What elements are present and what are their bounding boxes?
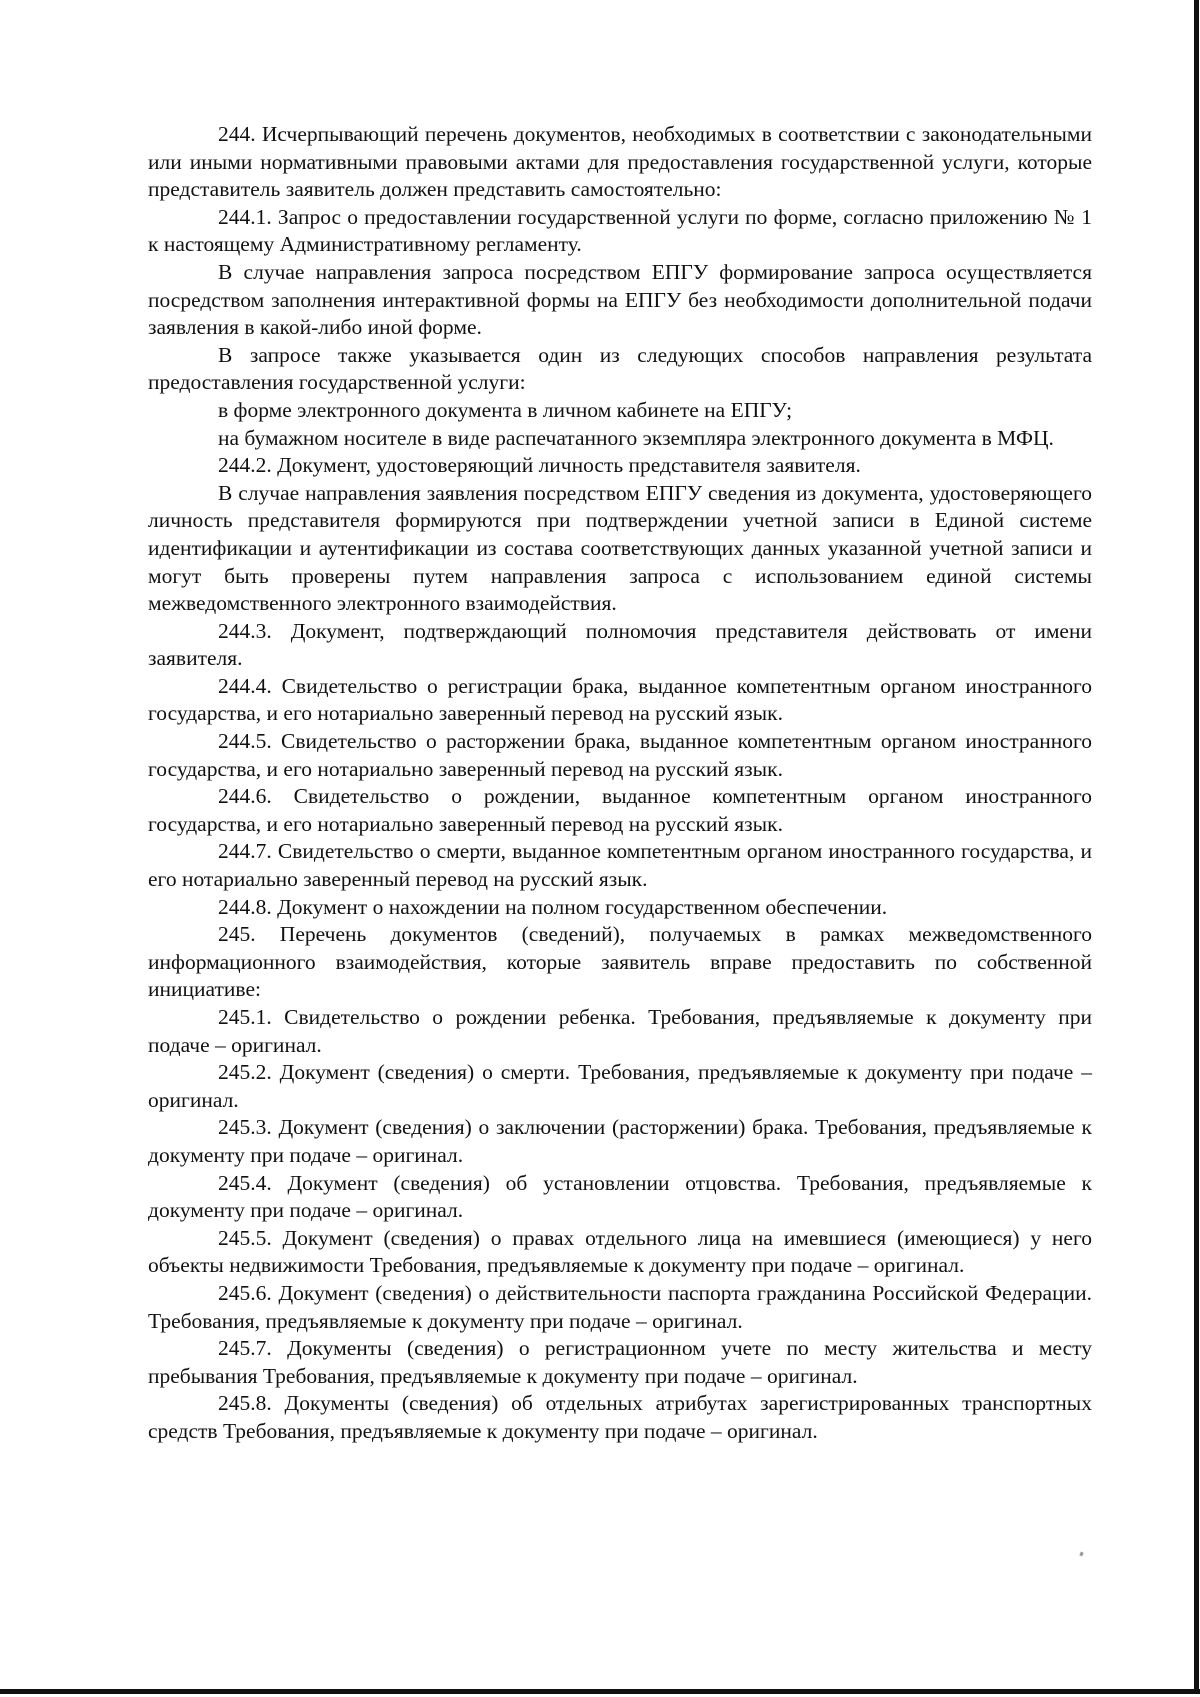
paragraph-244-8: 244.8. Документ о нахождении на полном государственном обеспечении.: [218, 894, 888, 919]
paragraph-paper-form: на бумажном носителе в виде распечатанного экземпляра электронного документа в МФЦ.: [218, 425, 1054, 450]
paragraph-244-4: 244.4. Свидетельство о регистрации брака, выданное компетентным органом иностранного государства, и его нотариально заверенный перевод на русский язык.: [148, 673, 1092, 726]
paragraph-electronic-form: в форме электронного документа в личном кабинете на ЕПГУ;: [218, 397, 793, 422]
page-bottom-border: [0, 1689, 1200, 1694]
paragraph-244-1: 244.1. Запрос о предоставлении государственной услуги по форме, согласно приложению № 1 к настоящему Административному регламенту.: [148, 204, 1092, 257]
paragraph-245-2: 245.2. Документ (сведения) о смерти. Требования, предъявляемые к документу при подаче – оригинал.: [148, 1060, 1092, 1112]
paragraph-245-1: 245.1. Свидетельство о рождении ребенка. Требования, предъявляемые к документу при подаче – оригинал.: [148, 1005, 1092, 1057]
paragraph-244-7: 244.7. Свидетельство о смерти, выданное компетентным органом иностранного государства, и его нотариально заверенный перевод на русский язык.: [148, 839, 1092, 892]
scan-speck: [1079, 1552, 1083, 1557]
document-body: [148, 121, 1092, 1446]
paragraph-244-5: 244.5. Свидетельство о расторжении брака, выданное компетентным органом иностранного государства, и его нотариально заверенный перевод на русский язык.: [148, 729, 1092, 781]
paragraph-244-3: 244.3. Документ, подтверждающий полномочия представителя действовать от имени заявителя.: [148, 618, 1092, 671]
paragraph-epgu-identity: В случае направления заявления посредством ЕПГУ сведения из документа, удостоверяющего личность представителя формируются при подтверждении учетной записи в Единой системе идентификации и аутентификации из состава соответствующих данных указанной учетной записи и могут быть проверены путем направления запроса с использованием единой системы межведомственного электронного взаимодействия.: [148, 480, 1092, 616]
paragraph-245-5: 245.5. Документ (сведения) о правах отдельного лица на имевшиеся (имеющиеся) у него объекты недвижимости Требования, предъявляемые к документу при подаче – оригинал.: [148, 1225, 1092, 1278]
paragraph-epgu-request: В случае направления запроса посредством ЕПГУ формирование запроса осуществляется посредством заполнения интерактивной формы на ЕПГУ без необходимости дополнительной подачи заявления в какой-либо иной форме.: [148, 259, 1092, 340]
paragraph-245-7: 245.7. Документы (сведения) о регистрационном учете по месту жительства и месту пребывания Требования, предъявляемые к документу при подаче – оригинал.: [148, 1336, 1092, 1388]
paragraph-245-8: 245.8. Документы (сведения) об отдельных атрибутах зарегистрированных транспортных средств Требования, предъявляемые к документу при подаче – оригинал.: [148, 1391, 1092, 1443]
paragraph-245-4: 245.4. Документ (сведения) об установлении отцовства. Требования, предъявляемые к документу при подаче – оригинал.: [148, 1170, 1092, 1223]
paragraph-245: 245. Перечень документов (сведений), получаемых в рамках межведомственного информационного взаимодействия, которые заявитель вправе предоставить по собственной инициативе:: [148, 922, 1092, 1002]
paragraph-244: 244. Исчерпывающий перечень документов, необходимых в соответствии с законодательными или иными нормативными правовыми актами для предоставления государственной услуги, которые представитель заявитель должен представить самостоятельно:: [148, 122, 1092, 202]
paragraph-244-2: 244.2. Документ, удостоверяющий личность представителя заявителя.: [218, 453, 861, 478]
paragraph-245-3: 245.3. Документ (сведения) о заключении (расторжении) брака. Требования, предъявляемые к документу при подаче – оригинал.: [148, 1115, 1092, 1167]
paragraph-245-6: 245.6. Документ (сведения) о действительности паспорта гражданина Российской Федерации. Требования, предъявляемые к документу при подаче – оригинал.: [148, 1280, 1092, 1333]
paragraph-result-methods: В запросе также указывается один из следующих способов направления результата предоставления государственной услуги:: [148, 342, 1092, 395]
paragraph-244-6: 244.6. Свидетельство о рождении, выданное компетентным органом иностранного государства, и его нотариально заверенный перевод на русский язык.: [148, 784, 1092, 836]
page-right-border: [1194, 0, 1199, 1694]
